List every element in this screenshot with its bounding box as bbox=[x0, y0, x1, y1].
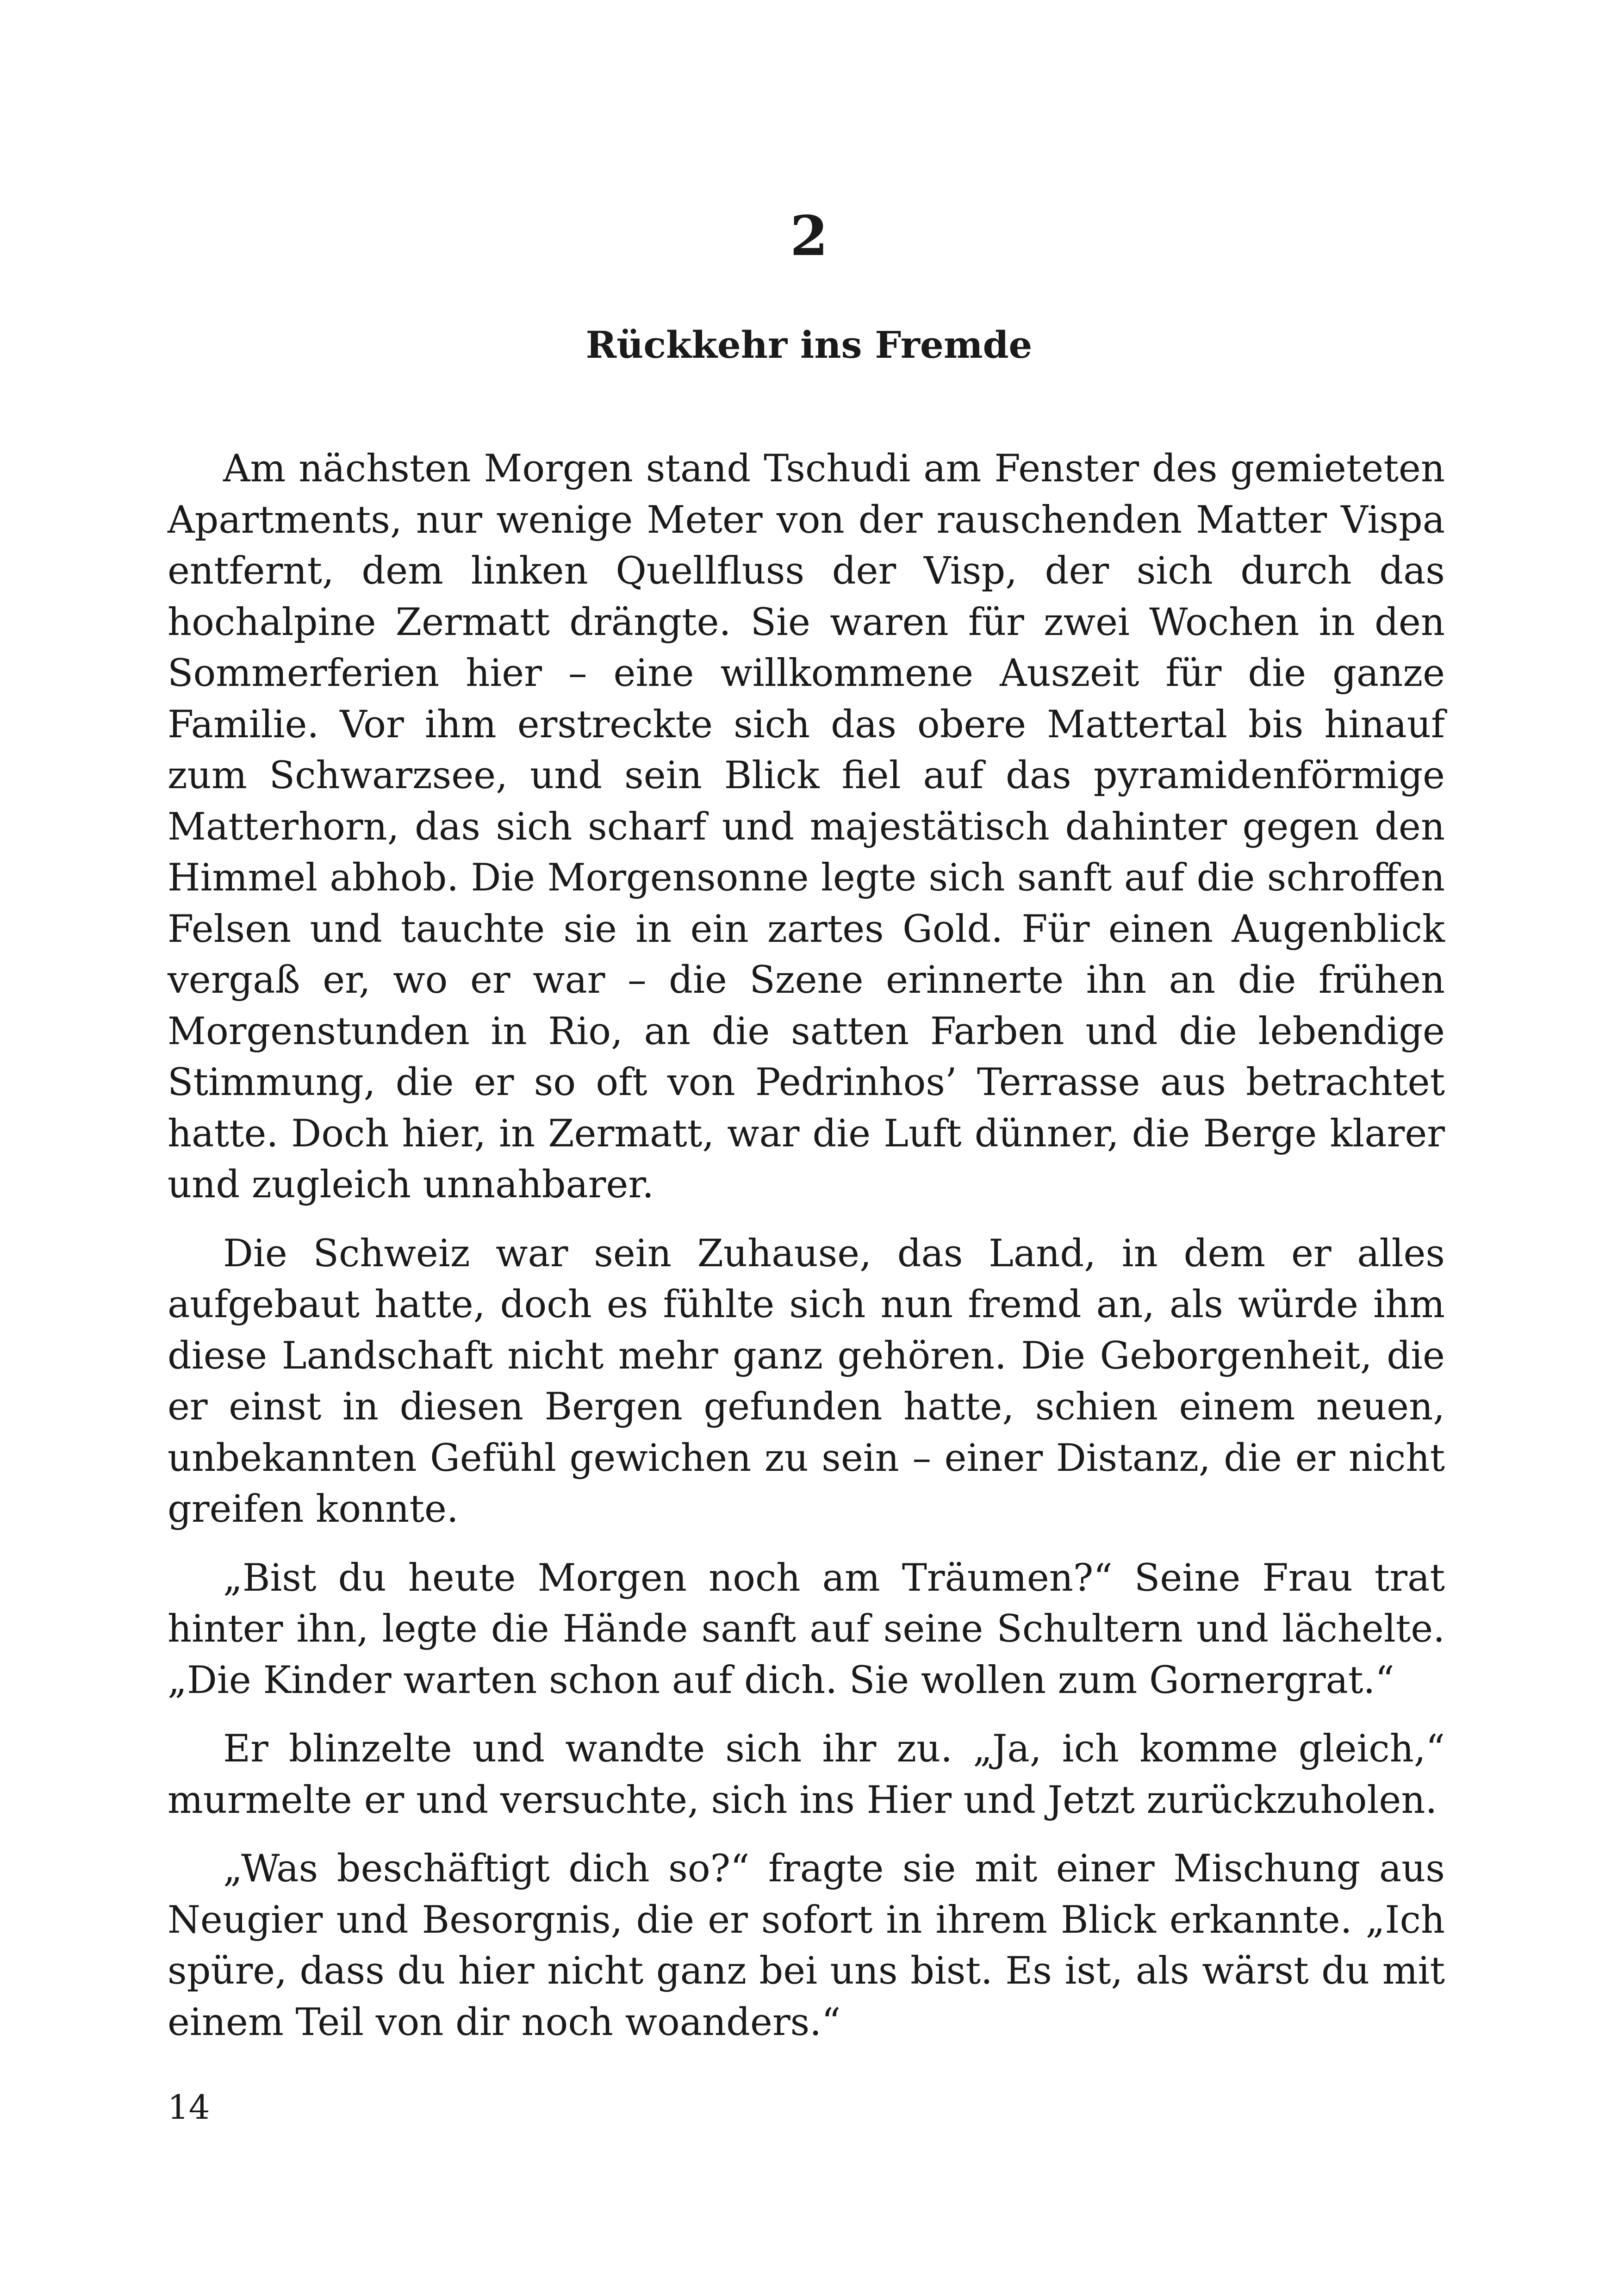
body-text bbox=[168, 443, 1445, 2066]
chapter-title: Rückkehr ins Fremde bbox=[585, 323, 1033, 367]
page-number: 14 bbox=[168, 2088, 210, 2127]
paragraph-1: Am nächsten Morgen stand Tschudi am Fenster des gemieteten Apartments, nur wenige Meter von der rauschenden Matter Vispa entfernt, dem linken Quellfluss der Visp, der sich durch das hochalpine Zermatt drängte. Sie waren für zwei Wochen in den Sommerferien hier – eine willkommene Auszeit für die ganze Familie. Vor ihm erstreckte sich das obere Mattertal bis hinauf zum Schwarzsee, und sein Blick fiel auf das pyramidenförmige Matterhorn, das sich scharf und majestätisch dahinter gegen den Himmel abhob. Die Morgensonne legte sich sanft auf die schroffen Felsen und tauchte sie in ein zartes Gold. Für einen Augenblick vergaß er, wo er war – die Szene erinnerte ihn an die frühen Morgenstunden in Rio, an die satten Farben und die lebendige Stimmung, die er so oft von Pedrinhos’ Terrasse aus betrachtet hatte. Doch hier, in Zermatt, war die Luft dünner, die Berge klarer und zugleich unnahbarer. bbox=[168, 447, 1445, 1207]
paragraph-2: Die Schweiz war sein Zuhause, das Land, in dem er alles aufgebaut hatte, doch es fühlte sich nun fremd an, als würde ihm diese Landschaft nicht mehr ganz gehören. Die Geborgenheit, die er einst in diesen Bergen gefunden hatte, schien einem neuen, unbekannten Gefühl gewichen zu sein – einer Distanz, die er nicht greifen konnte. bbox=[168, 1232, 1445, 1531]
paragraph-5: „Was beschäftigt dich so?“ fragte sie mit einer Mischung aus Neugier und Besorgnis, die er sofort in ihrem Blick erkannte. „Ich spüre, dass du hier nicht ganz bei uns bist. Es ist, als wärst du mit einem Teil von dir noch woanders.“ bbox=[168, 1847, 1445, 2044]
chapter-number: 2 bbox=[790, 204, 828, 268]
paragraph-3: „Bist du heute Morgen noch am Träumen?“ Seine Frau trat hinter ihn, legte die Hände sanft auf seine Schultern und lächelte. „Die Kinder warten schon auf dich. Sie wollen zum Gornergrat.“ bbox=[168, 1556, 1445, 1702]
paragraph-4: Er blinzelte und wandte sich ihr zu. „Ja, ich komme gleich,“ murmelte er und versuchte, sich ins Hier und Jetzt zurückzuholen. bbox=[168, 1727, 1445, 1822]
